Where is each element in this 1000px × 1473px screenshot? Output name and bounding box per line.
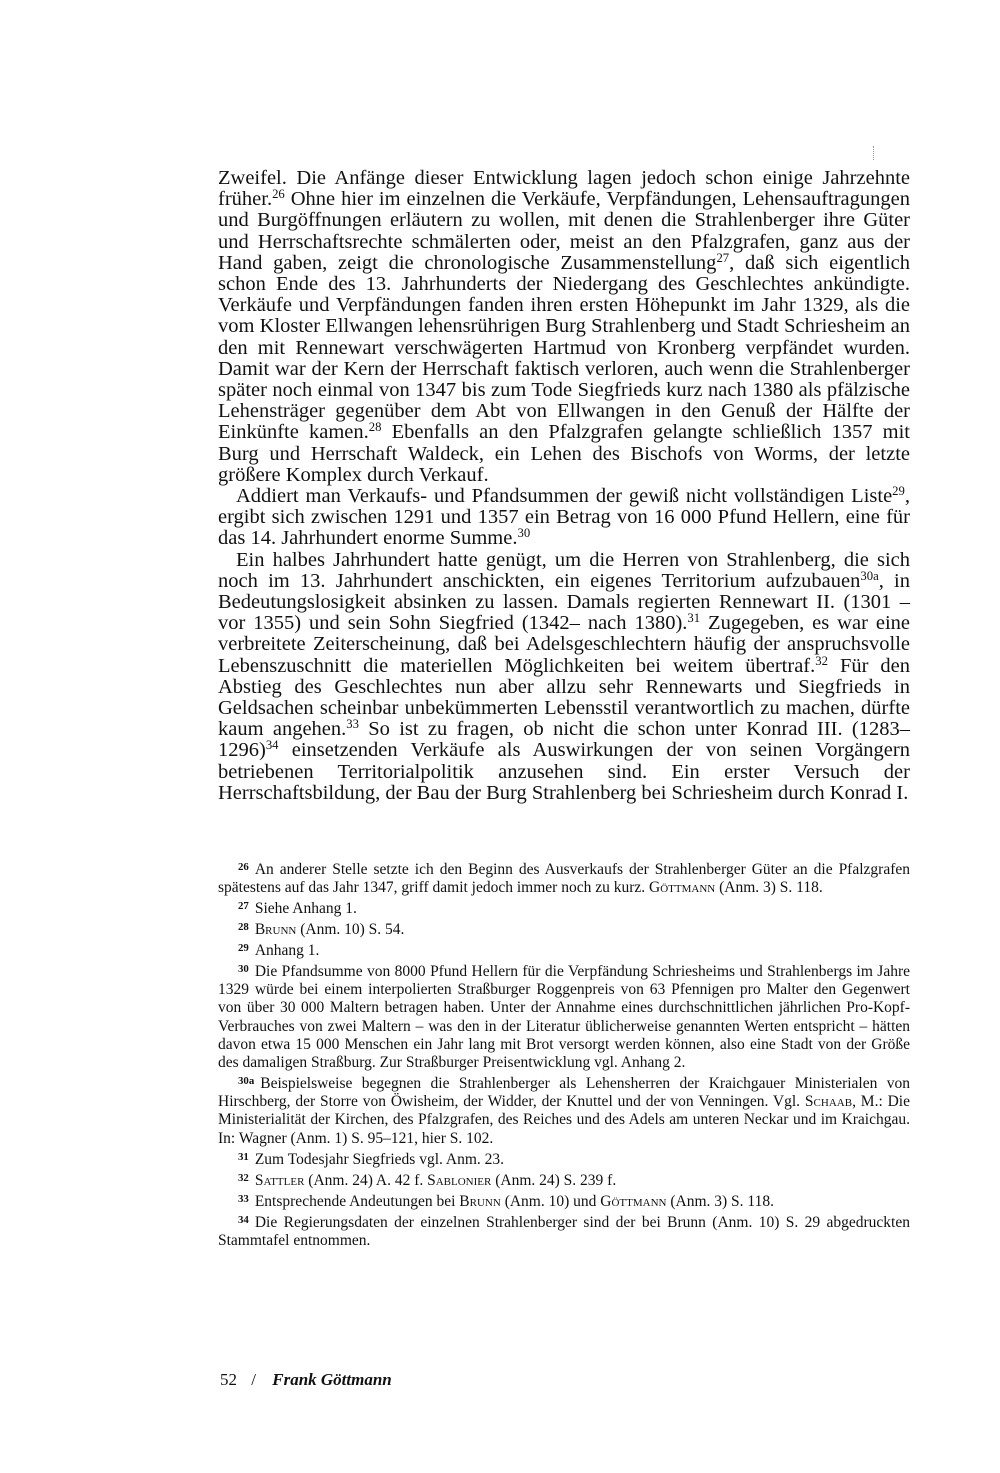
text-run: einsetzenden Verkäufe als Auswirkungen der von seinen Vorgängern betriebenen Territorialpolitik anzusehen sind. Ein erster Versuch der Herrschaftsbildung, der Bau der Burg Strahlenberg bei Schriesheim durch Konrad I. <box>218 739 910 804</box>
footnote-reference: 30 <box>517 526 531 541</box>
footnote <box>218 960 910 1072</box>
cited-author: Göttmann <box>600 1192 667 1210</box>
footnote-number: 26 <box>238 861 249 873</box>
paragraph <box>218 486 910 550</box>
text-run: So ist zu fragen, ob nicht die schon unter Konrad III. (1283–1296) <box>218 718 910 762</box>
footnote <box>218 897 910 918</box>
footnote <box>218 939 910 960</box>
text-run: Ein halbes Jahrhundert hatte genügt, um die Herren von Strahlenberg, die sich noch im 13. Jahrhundert anschickten, ein eigenes Territorium aufzubauen <box>218 548 910 592</box>
main-text <box>218 168 910 804</box>
running-author: Frank Göttmann <box>272 1370 392 1389</box>
footnote <box>218 1072 910 1148</box>
footnote-reference: 26 <box>272 187 285 202</box>
footnote <box>218 1190 910 1211</box>
text-run: An anderer Stelle setzte ich den Beginn des Ausverkaufs der Strahlenberger Güter an die Pfalzgrafen spätestens auf das Jahr 1347, griff damit jedoch immer noch zu kurz. <box>218 860 910 896</box>
text-run: , ergibt sich zwischen 1291 und 1357 ein Betrag von 16 000 Pfund Hellern, eine für das 14. Jahrhundert enorme Summe. <box>218 485 910 550</box>
text-run: Zugegeben, es war eine verbreitete Zeiterscheinung, daß bei Adelsgeschlechtern häufig der anspruchsvolle Lebenszuschnitt die materiellen Möglichkeiten bei weitem übertraf. <box>218 612 910 677</box>
footnote-reference: 33 <box>346 717 359 732</box>
footnote-reference: 32 <box>815 653 828 668</box>
text-run: (Anm. 10) S. 54. <box>296 921 405 938</box>
cited-author: Brunn <box>254 921 297 938</box>
footnote-number: 33 <box>238 1192 249 1205</box>
page-number: 52 <box>220 1370 237 1389</box>
footnote <box>218 918 910 939</box>
cited-author: Brunn <box>459 1192 501 1210</box>
footnote-reference: 34 <box>265 738 279 753</box>
footnote-reference: 30a <box>860 568 879 583</box>
cited-author: Sattler <box>254 1171 305 1189</box>
footer-separator: / <box>251 1370 256 1389</box>
paragraph <box>218 550 910 804</box>
text-run: Ebenfalls an den Pfalzgrafen gelangte schließlich 1357 mit Burg und Herrschaft Waldeck, ein Lehen des Bischofs von Worms, der letzte größere Komplex durch Verkauf. <box>218 421 910 486</box>
footnote-number: 28 <box>238 921 249 934</box>
footnote-reference: 27 <box>716 250 730 265</box>
text-run: Die Pfandsumme von 8000 Pfund Hellern für die Verpfändung Schriesheims und Strahlenbergs im Jahre 1329 würde bei einem interpolierten Straßburger Roggenpreis von 63 Pfennigen pro Malter den Gegenwert von über 30 000 Maltern betragen haben. Unter der Annahme eines durchschnittlichen jährlichen Pro-Kopf-Verbrauches von zwei Maltern – was den in der Literatur üblicherweise genannten Werten entspricht – hätten davon etwa 15 000 Menschen ein Jahr lang mit Brot versorgt werden können, also eine Stadt von der Größe des damaligen Straßburg. Zur Straßburger Preisentwicklung vgl. Anhang 2. <box>218 963 910 1072</box>
text-run: Für den Abstieg des Geschlechtes nun aber allzu sehr Rennewarts und Siegfrieds in Geldsachen scheinbar unbekümmerten Lebensstil verantwortlich zu machen, dürfte kaum angehen. <box>218 654 910 741</box>
text-run: Addiert man Verkaufs- und Pfandsummen der gewiß nicht vollständigen Liste <box>236 485 893 508</box>
footnote-reference: 28 <box>368 420 382 435</box>
footnote <box>218 1211 910 1250</box>
text-run: Zweifel. Die Anfänge dieser Entwicklung lagen jedoch schon einige Jahrzehnte früher. <box>218 167 910 211</box>
cited-author: Göttmann <box>649 879 716 896</box>
text-run: Die Regierungsdaten der einzelnen Strahlenberger sind der bei Brunn (Anm. 10) S. 29 abgedruckten Stammtafel entnommen. <box>218 1213 910 1249</box>
footnote-reference: 29 <box>892 484 905 499</box>
scan-speck <box>873 146 876 160</box>
footnotes <box>218 858 910 1250</box>
text-run: Beispielsweise begegnen die Strahlenberger als Lehensherren der Kraichgauer Ministerialen von Hirschberg, der Storre von Öwisheim, der Widder, der Knuttel und der von Venningen. Vgl. <box>218 1075 910 1111</box>
page-footer <box>220 1370 392 1390</box>
text-run: (Anm. 24) S. 239 f. <box>491 1171 617 1189</box>
footnote-reference: 31 <box>687 611 701 626</box>
footnote-number: 30a <box>238 1075 255 1088</box>
footnote-number: 31 <box>238 1150 249 1163</box>
cited-author: Schaab <box>804 1093 853 1111</box>
footnote-number: 32 <box>238 1171 249 1184</box>
footnote-number: 27 <box>238 900 249 913</box>
text-run: , M.: Die Ministerialität der Kirchen, des Pfalzgrafen, des Reiches und des Adels am unteren Neckar und im Kraichgau. In: Wagner (Anm. 1) S. 95–121, hier S. 102. <box>218 1093 910 1147</box>
footnote <box>218 1148 910 1169</box>
text-run: , daß sich eigentlich schon Ende des 13. Jahrhunderts der Niedergang des Geschlechtes ankündigte. Verkäufe und Verpfändungen fanden ihren ersten Höhepunkt im Jahr 1329, als die vom Kloster Ellwangen lehensrührigen Burg Strahlenberg und Stadt Schriesheim an den mit Rennewart verschwägerten Hartmud von Kronberg verpfändet wurden. Damit war der Kern der Herrschaft faktisch verloren, auch wenn die Strahlenberger später noch einmal von 1347 bis zum Tode Siegfrieds kurz nach 1380 als pfälzische Lehensträger gegenüber dem Abt von Ellwangen in den Genuß der Hälfte der Einkünfte kamen. <box>218 251 911 444</box>
text-run: Entsprechende Andeutungen bei <box>254 1192 460 1210</box>
footnote <box>218 858 910 897</box>
text-run: (Anm. 3) S. 118. <box>715 879 823 896</box>
footnote-number: 34 <box>238 1213 249 1226</box>
text-run: Siehe Anhang 1. <box>254 900 357 917</box>
text-run: (Anm. 3) S. 118. <box>666 1192 774 1210</box>
text-run: Zum Todesjahr Siegfrieds vgl. Anm. 23. <box>254 1150 505 1168</box>
footnote-number: 29 <box>238 942 249 955</box>
cited-author: Sablonier <box>427 1171 492 1189</box>
text-run: (Anm. 10) und <box>500 1192 601 1210</box>
text-run: Anhang 1. <box>254 942 320 959</box>
text-run: Ohne hier im einzelnen die Verkäufe, Verpfändungen, Lehensauftragungen und Burgöffnungen erläutern zu wollen, mit denen die Strahlenberger ihre Güter und Herrschaftsrechte schmälerten oder, meist an den Pfalzgrafen, ganz aus der Hand gaben, zeigt die chronologische Zusammenstellung <box>218 188 910 274</box>
text-run: (Anm. 24) A. 42 f. <box>304 1171 428 1189</box>
paragraph <box>218 168 910 486</box>
text-run: , in Bedeutungslosigkeit absinken zu lassen. Damals regierten Rennewart II. (1301 – vor 1355) und sein Sohn Siegfried (1342– nach 1380). <box>218 569 910 635</box>
footnote-number: 30 <box>238 963 249 976</box>
footnote <box>218 1169 910 1190</box>
